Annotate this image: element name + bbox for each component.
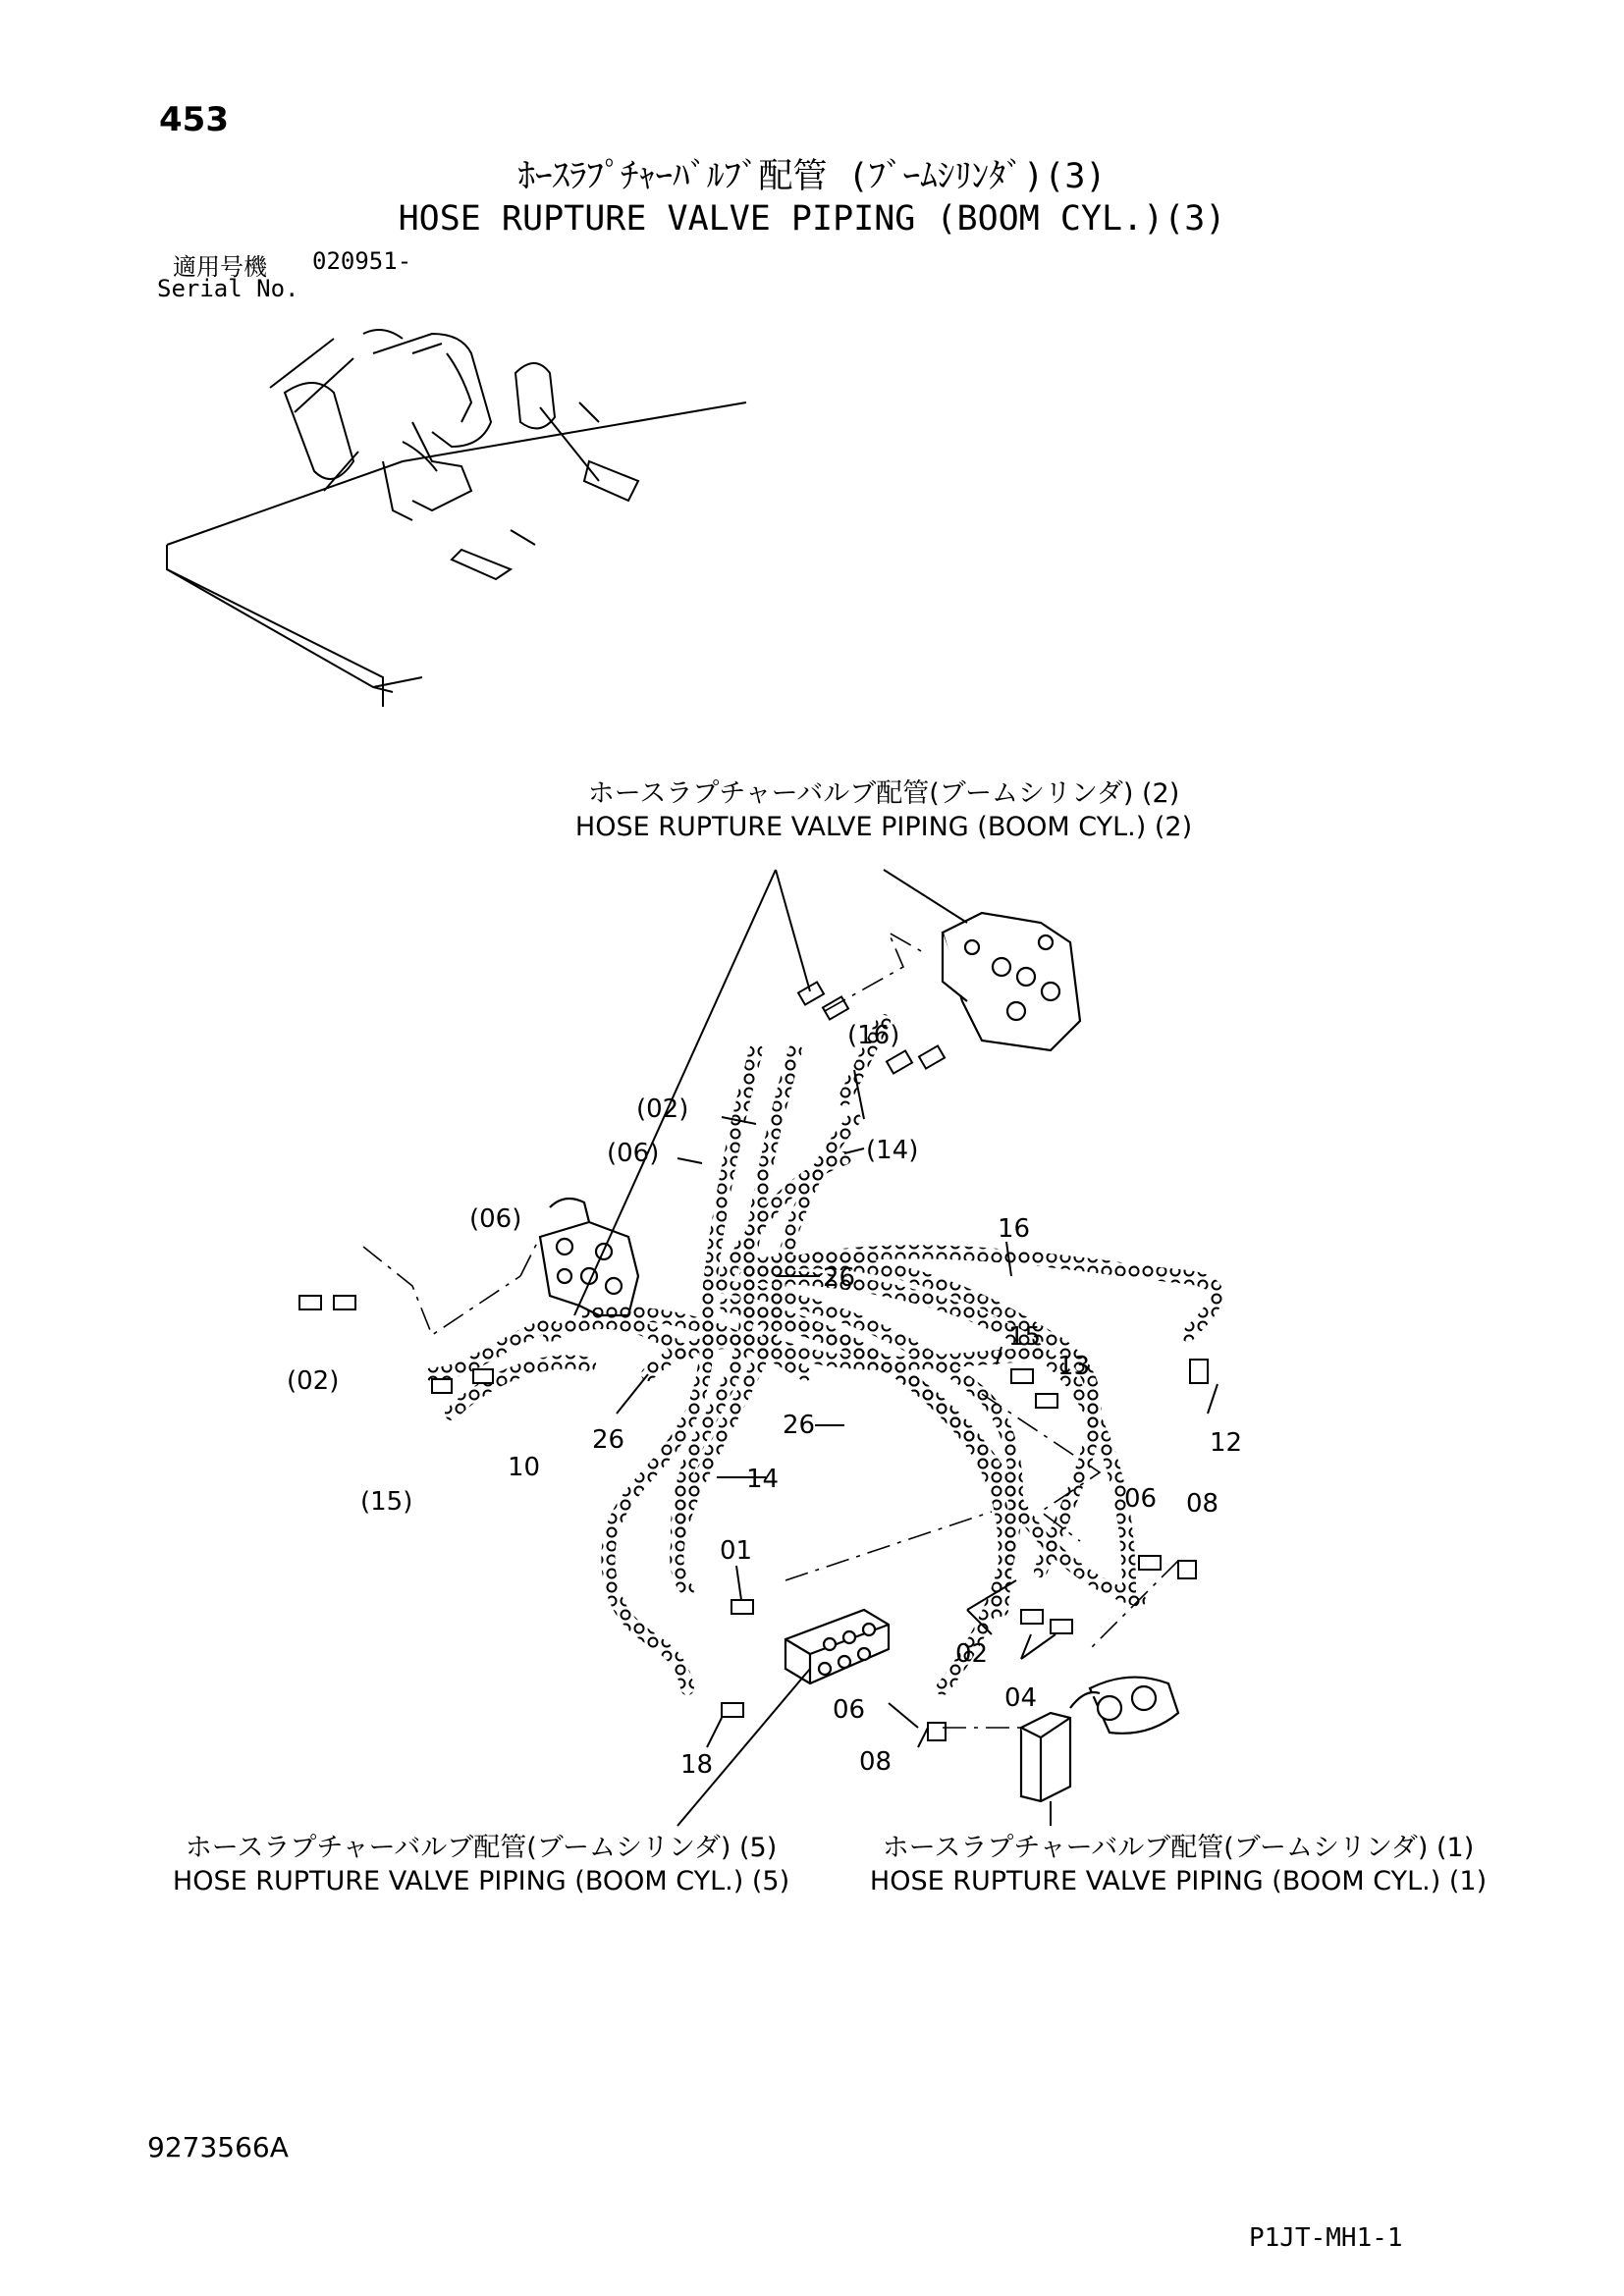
callout-part: 08: [1186, 1489, 1219, 1519]
reference-2-en: HOSE RUPTURE VALVE PIPING (BOOM CYL.) (2): [574, 812, 1193, 842]
page-number: 453: [159, 100, 229, 139]
callout-part: 15: [1008, 1322, 1042, 1352]
callout-part: 14: [746, 1465, 780, 1494]
callout-part: 26: [783, 1411, 816, 1440]
title-japanese: ﾎｰｽﾗﾌﾟﾁｬｰﾊﾞﾙﾌﾞ配管 (ﾌﾞｰﾑｼﾘﾝﾀﾞ)(3): [517, 157, 1107, 196]
reference-2-jp: ホースラプチャーバルブ配管(ブームシリンダ) (2): [587, 778, 1180, 809]
reference-1-en: HOSE RUPTURE VALVE PIPING (BOOM CYL.) (1): [869, 1866, 1488, 1896]
page-code: P1JT-MH1-1: [1249, 2223, 1403, 2253]
callout-part: 04: [1004, 1683, 1038, 1713]
manifold-block: [785, 1610, 889, 1683]
reference-piping-2: [520, 777, 1247, 844]
callout-part: 01: [720, 1536, 753, 1566]
callout-part: 08: [859, 1747, 893, 1777]
valve-body-lower-right: [1021, 1678, 1178, 1801]
callout-part: 26: [823, 1263, 856, 1293]
serial-label-japanese: 適用号機: [173, 253, 267, 281]
title-english: HOSE RUPTURE VALVE PIPING (BOOM CYL.)(3): [398, 199, 1226, 239]
valve-block-left: [540, 1199, 638, 1315]
callout-part: (02): [287, 1366, 340, 1396]
callout-part: (02): [636, 1095, 689, 1124]
callout-part: 06: [833, 1695, 866, 1725]
callout-part: (15): [360, 1487, 413, 1517]
document-number: 9273566A: [147, 2131, 289, 2163]
callout-part: 06: [1124, 1484, 1158, 1514]
callout-part: (14): [866, 1136, 919, 1165]
reference-piping-1: [835, 1832, 1522, 1898]
callout-part: (06): [607, 1139, 660, 1168]
reference-5-jp: ホースラプチャーバルブ配管(ブームシリンダ) (5): [185, 1833, 778, 1863]
callout-part: (06): [469, 1204, 522, 1234]
callout-part: 10: [508, 1453, 541, 1482]
serial-label-english: Serial No.: [157, 275, 299, 302]
valve-block-upper-right: [943, 913, 1080, 1050]
reference-1-jp: ホースラプチャーバルブ配管(ブームシリンダ) (1): [882, 1833, 1475, 1863]
reference-piping-5: [147, 1832, 815, 1898]
callout-part: 26: [592, 1425, 625, 1455]
callout-part: 16: [998, 1214, 1031, 1244]
callout-part: 02: [955, 1639, 989, 1669]
reference-5-en: HOSE RUPTURE VALVE PIPING (BOOM CYL.) (5): [172, 1866, 790, 1896]
callout-part: 12: [1210, 1428, 1243, 1458]
callout-part: (16): [847, 1021, 900, 1050]
callout-part: 13: [1057, 1352, 1091, 1381]
serial-number-value: 020951-: [312, 247, 412, 275]
callout-part: 18: [680, 1750, 714, 1780]
